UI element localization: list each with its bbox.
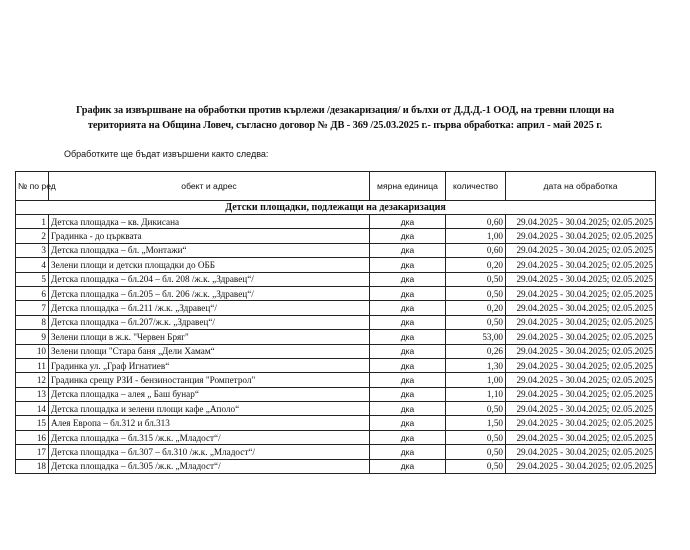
row-object: Детска площадка – бл.204 – бл. 208 /ж.к. „Здравец“/ — [49, 272, 370, 286]
row-number: 14 — [16, 402, 49, 416]
row-quantity: 1,00 — [446, 373, 506, 387]
row-number: 3 — [16, 243, 49, 257]
row-number: 6 — [16, 286, 49, 300]
row-date: 29.04.2025 - 30.04.2025; 02.05.2025 — [506, 445, 656, 459]
row-quantity: 0,50 — [446, 286, 506, 300]
table-row — [16, 215, 656, 229]
row-date: 29.04.2025 - 30.04.2025; 02.05.2025 — [506, 301, 656, 315]
row-date: 29.04.2025 - 30.04.2025; 02.05.2025 — [506, 330, 656, 344]
row-unit: дка — [370, 315, 446, 329]
table-row — [16, 286, 656, 300]
row-unit: дка — [370, 229, 446, 243]
row-object: Градинка ул. „Граф Игнатиев“ — [49, 358, 370, 372]
row-unit: дка — [370, 402, 446, 416]
row-date: 29.04.2025 - 30.04.2025; 02.05.2025 — [506, 243, 656, 257]
header-date: дата на обработка — [506, 172, 656, 201]
row-number: 5 — [16, 272, 49, 286]
row-date: 29.04.2025 - 30.04.2025; 02.05.2025 — [506, 258, 656, 272]
row-number: 9 — [16, 330, 49, 344]
title-line-1: График за извършване на обработки против кърлежи /дезакаризация/ и бълхи от Д.Д.Д.-1 ООД, на тревни площи на — [75, 105, 615, 116]
schedule-table — [15, 171, 656, 474]
row-unit: дка — [370, 272, 446, 286]
table-row — [16, 243, 656, 257]
row-number: 4 — [16, 258, 49, 272]
table-row — [16, 416, 656, 430]
row-date: 29.04.2025 - 30.04.2025; 02.05.2025 — [506, 402, 656, 416]
row-quantity: 0,50 — [446, 402, 506, 416]
row-object: Алея Европа – бл.312 и бл.313 — [49, 416, 370, 430]
header-object: обект и адрес — [49, 172, 370, 201]
row-quantity: 1,10 — [446, 387, 506, 401]
row-unit: дка — [370, 373, 446, 387]
row-object: Зелени площи в ж.к. "Червен Бряг" — [49, 330, 370, 344]
row-quantity: 0,20 — [446, 301, 506, 315]
table-row — [16, 387, 656, 401]
row-unit: дка — [370, 459, 446, 473]
row-unit: дка — [370, 330, 446, 344]
row-unit: дка — [370, 243, 446, 257]
row-number: 1 — [16, 215, 49, 229]
table-row — [16, 229, 656, 243]
row-quantity: 1,00 — [446, 229, 506, 243]
table-row — [16, 272, 656, 286]
section-title: Детски площадки, подлежащи на дезакаризация — [16, 201, 656, 215]
row-unit: дка — [370, 301, 446, 315]
table-header-row — [16, 172, 656, 201]
row-date: 29.04.2025 - 30.04.2025; 02.05.2025 — [506, 215, 656, 229]
row-quantity: 0,20 — [446, 258, 506, 272]
row-quantity: 1,50 — [446, 416, 506, 430]
table-row — [16, 330, 656, 344]
row-object: Детска площадка – кв. Дикисана — [49, 215, 370, 229]
row-object: Детска площадка – алея „ Баш бунар“ — [49, 387, 370, 401]
row-unit: дка — [370, 358, 446, 372]
row-quantity: 0,50 — [446, 459, 506, 473]
row-date: 29.04.2025 - 30.04.2025; 02.05.2025 — [506, 373, 656, 387]
row-object: Градинка срещу РЗИ - бензиностанция "Ромпетрол" — [49, 373, 370, 387]
row-date: 29.04.2025 - 30.04.2025; 02.05.2025 — [506, 286, 656, 300]
row-date: 29.04.2025 - 30.04.2025; 02.05.2025 — [506, 272, 656, 286]
row-object: Градинка - до църквата — [49, 229, 370, 243]
section-row — [16, 201, 656, 215]
row-date: 29.04.2025 - 30.04.2025; 02.05.2025 — [506, 229, 656, 243]
row-number: 8 — [16, 315, 49, 329]
table-row — [16, 445, 656, 459]
row-date: 29.04.2025 - 30.04.2025; 02.05.2025 — [506, 387, 656, 401]
table-row — [16, 301, 656, 315]
row-unit: дка — [370, 258, 446, 272]
row-date: 29.04.2025 - 30.04.2025; 02.05.2025 — [506, 416, 656, 430]
table-row — [16, 402, 656, 416]
header-qty: количество — [446, 172, 506, 201]
row-unit: дка — [370, 344, 446, 358]
row-object: Детска площадка – бл.315 /ж.к. „Младост“/ — [49, 430, 370, 444]
row-unit: дка — [370, 387, 446, 401]
row-number: 12 — [16, 373, 49, 387]
row-object: Детска площадка – бл.305 /ж.к. „Младост“/ — [49, 459, 370, 473]
header-no: № по ред — [16, 172, 49, 201]
row-quantity: 0,50 — [446, 315, 506, 329]
row-object: Детска площадка – бл. „Монтажи“ — [49, 243, 370, 257]
row-number: 17 — [16, 445, 49, 459]
row-unit: дка — [370, 286, 446, 300]
table-row — [16, 459, 656, 473]
row-number: 7 — [16, 301, 49, 315]
intro-text: Обработките ще бъдат извършени както следва: — [64, 149, 269, 159]
row-quantity: 0,50 — [446, 445, 506, 459]
document-title — [20, 103, 670, 133]
table-row — [16, 358, 656, 372]
row-object: Детска площадка – бл.205 – бл. 206 /ж.к. „Здравец“/ — [49, 286, 370, 300]
row-number: 18 — [16, 459, 49, 473]
row-quantity: 1,30 — [446, 358, 506, 372]
row-unit: дка — [370, 445, 446, 459]
row-date: 29.04.2025 - 30.04.2025; 02.05.2025 — [506, 315, 656, 329]
table-body — [16, 201, 656, 474]
table-row — [16, 344, 656, 358]
table-row — [16, 373, 656, 387]
row-date: 29.04.2025 - 30.04.2025; 02.05.2025 — [506, 430, 656, 444]
row-number: 11 — [16, 358, 49, 372]
row-object: Зелени площи "Стара баня „Дели Хамам“ — [49, 344, 370, 358]
row-quantity: 0,60 — [446, 243, 506, 257]
table-row — [16, 258, 656, 272]
row-object: Зелени площи и детски площадки до ОББ — [49, 258, 370, 272]
table-row — [16, 315, 656, 329]
row-quantity: 0,50 — [446, 272, 506, 286]
row-unit: дка — [370, 416, 446, 430]
row-number: 13 — [16, 387, 49, 401]
header-unit: мярна единица — [370, 172, 446, 201]
row-object: Детска площадка – бл.307 – бл.310 /ж.к. „Младост“/ — [49, 445, 370, 459]
row-number: 2 — [16, 229, 49, 243]
row-number: 10 — [16, 344, 49, 358]
row-object: Детска площадка – бл.211 /ж.к. „Здравец“/ — [49, 301, 370, 315]
row-number: 15 — [16, 416, 49, 430]
row-quantity: 0,60 — [446, 215, 506, 229]
row-date: 29.04.2025 - 30.04.2025; 02.05.2025 — [506, 459, 656, 473]
row-quantity: 53,00 — [446, 330, 506, 344]
row-date: 29.04.2025 - 30.04.2025; 02.05.2025 — [506, 358, 656, 372]
row-object: Детска площадка – бл.207/ж.к. „Здравец“/ — [49, 315, 370, 329]
row-date: 29.04.2025 - 30.04.2025; 02.05.2025 — [506, 344, 656, 358]
row-quantity: 0,50 — [446, 430, 506, 444]
row-unit: дка — [370, 430, 446, 444]
table-row — [16, 430, 656, 444]
row-number: 16 — [16, 430, 49, 444]
row-object: Детска площадка и зелени площи кафе „Аполо“ — [49, 402, 370, 416]
row-unit: дка — [370, 215, 446, 229]
row-quantity: 0,26 — [446, 344, 506, 358]
title-line-2: територията на Община Ловеч, съгласно договор № ДВ - 369 /25.03.2025 г.- първа обработка: април - май 2025 г. — [87, 120, 603, 131]
